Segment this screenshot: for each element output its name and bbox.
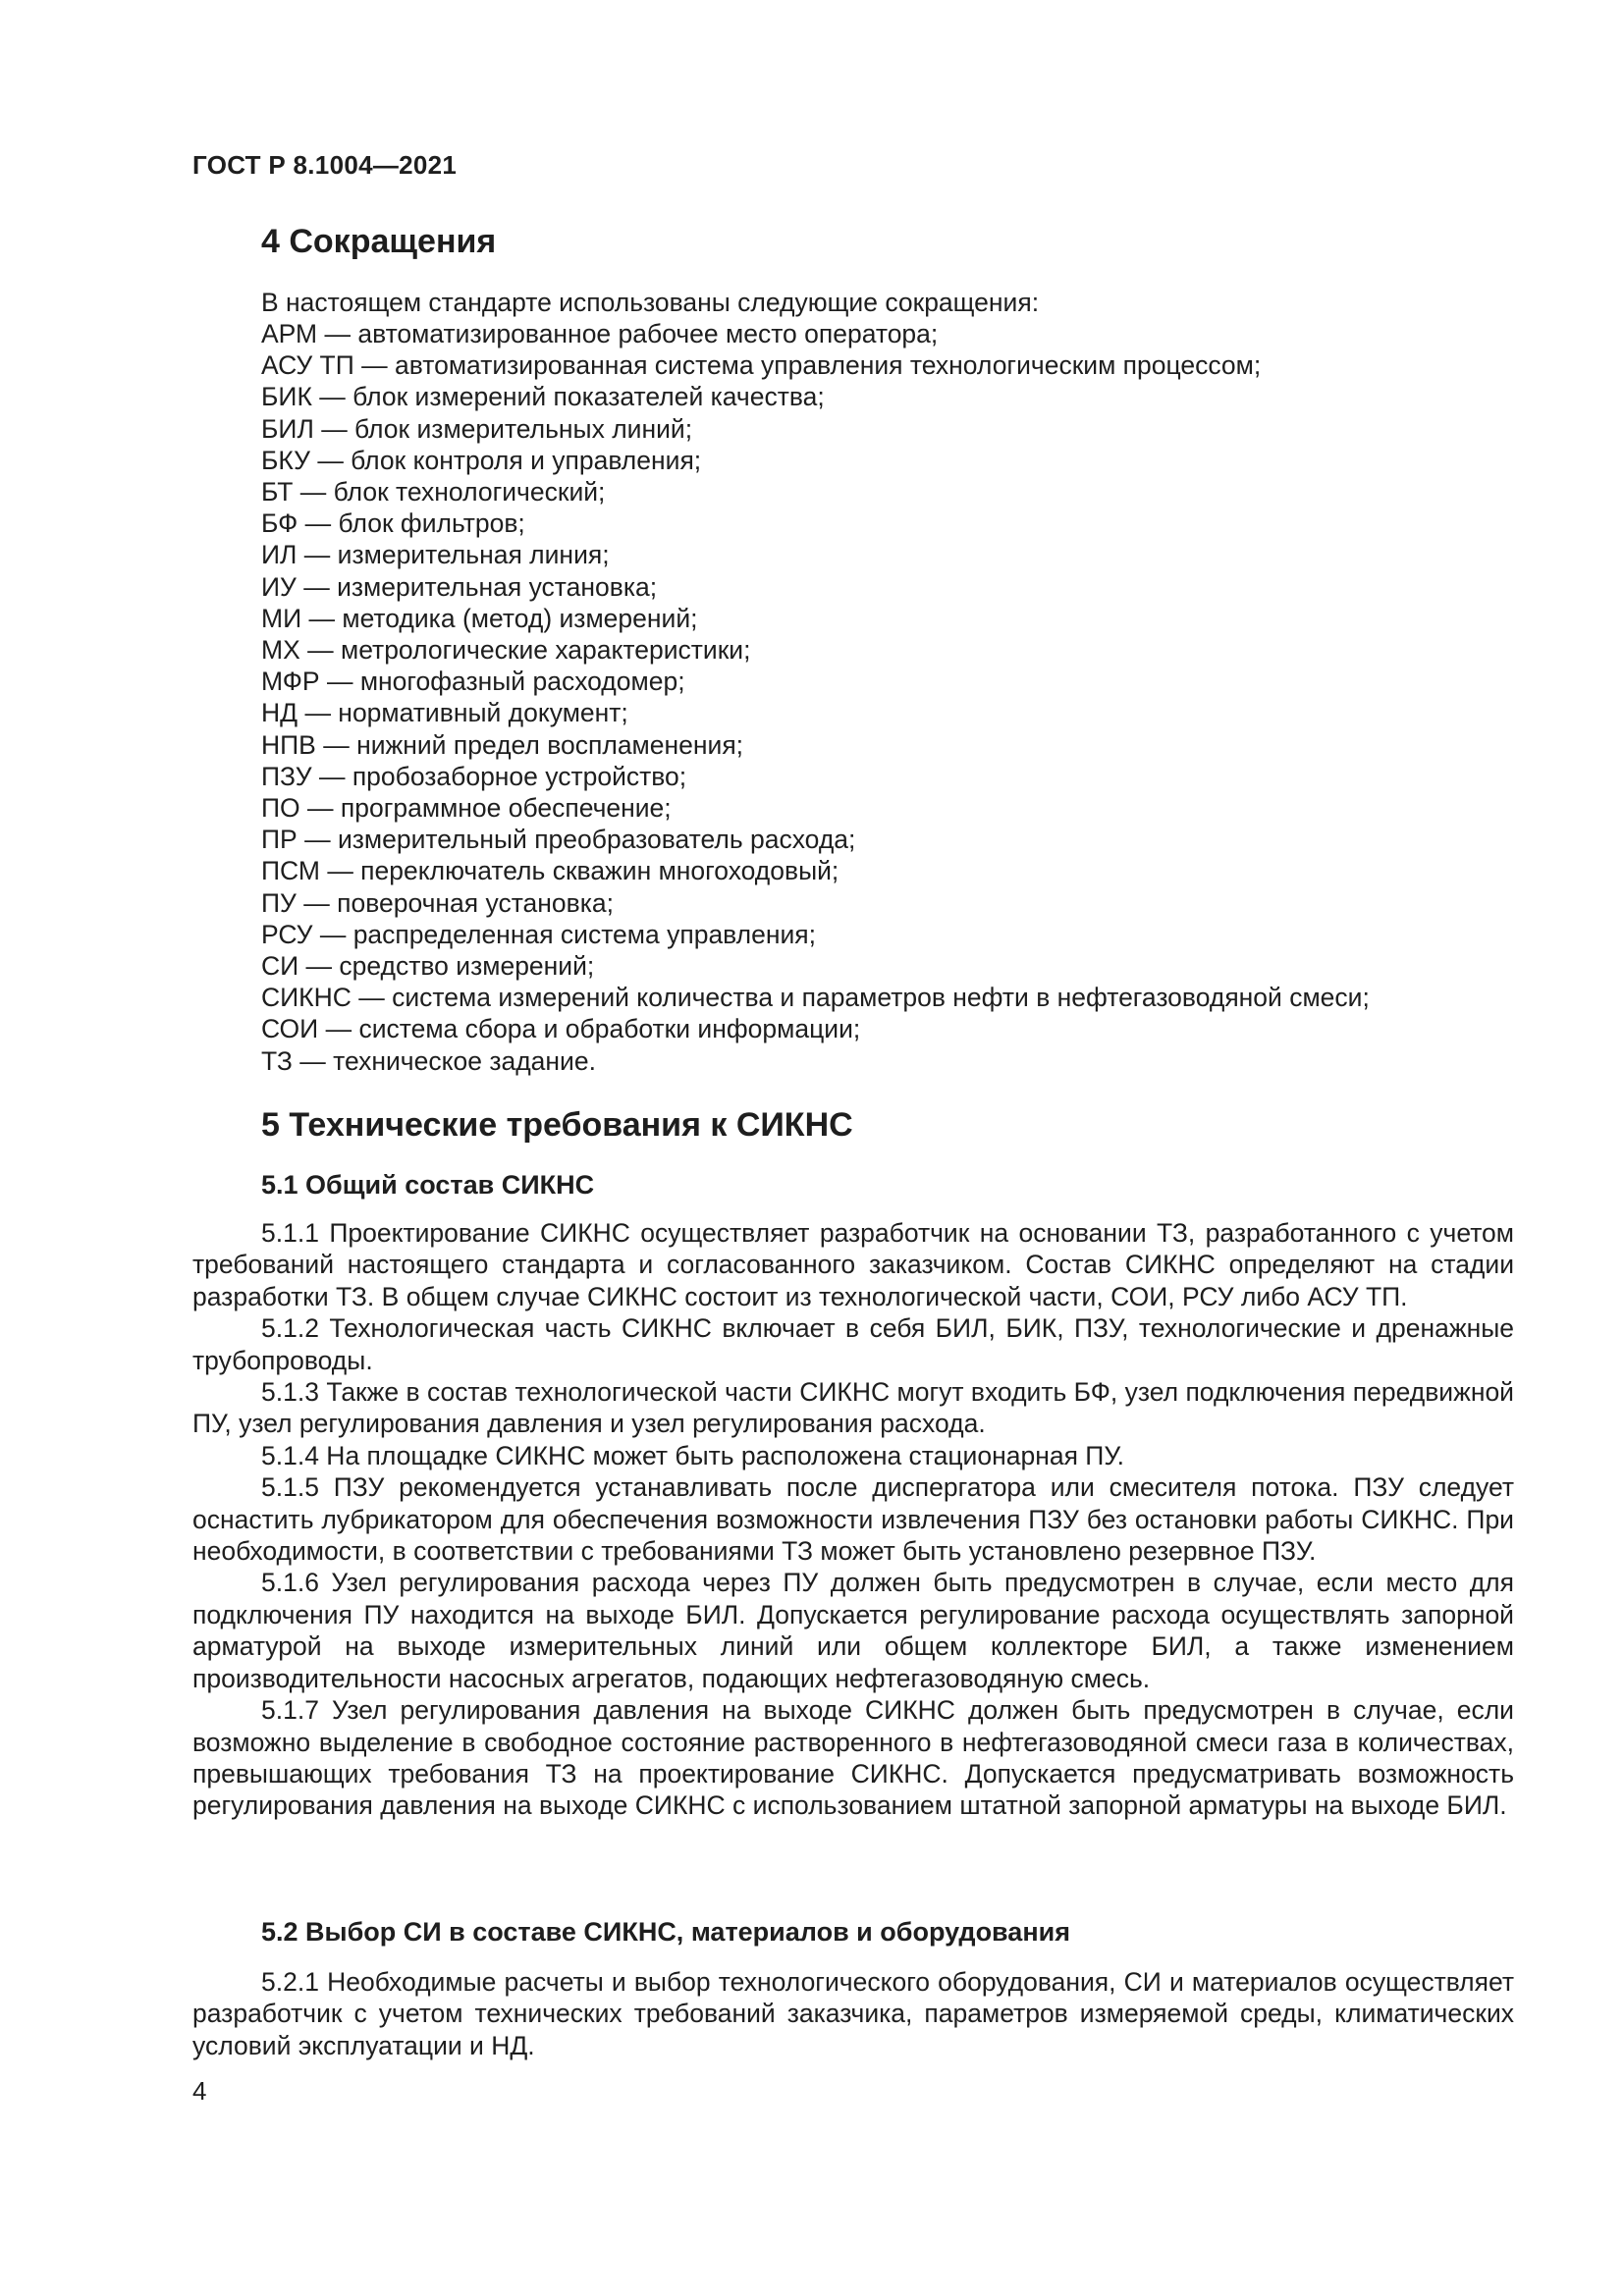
abbreviation-item: ПР — измерительный преобразователь расхода; [261, 825, 856, 855]
section-4-intro: В настоящем стандарте использованы следующие сокращения: [261, 288, 1040, 317]
paragraph: 5.1.4 На площадке СИКНС может быть расположена стационарная ПУ. [261, 1440, 1125, 1470]
abbreviation-item: БКУ — блок контроля и управления; [261, 445, 702, 475]
abbreviation-item: БИЛ — блок измерительных линий; [261, 413, 693, 444]
abbreviation-item: РСУ — распределенная система управления; [261, 919, 817, 949]
abbreviation-item: ИЛ — измерительная линия; [261, 540, 610, 570]
abbreviation-item: ПО — программное обеспечение; [261, 793, 672, 824]
subsection-5-2-heading: 5.2 Выбор СИ в составе СИКНС, материалов и оборудования [261, 1917, 1070, 1947]
subsection-5-1-heading: 5.1 Общий состав СИКНС [261, 1170, 595, 1200]
page-number: 4 [192, 2076, 207, 2106]
abbreviation-item: МИ — методика (метод) измерений; [261, 603, 698, 633]
abbreviation-item: БФ — блок фильтров; [261, 508, 525, 539]
paragraph: 5.1.5 ПЗУ рекомендуется устанавливать после диспергатора или смесителя потока. ПЗУ следует оснастить лубрикатором для обеспечения возможности извлечения ПЗУ без остановки работы СИКНС. При необходимости, в соответствии с требованиями ТЗ может быть установлено резервное ПЗУ. [192, 1472, 1514, 1567]
abbreviation-item: АРМ — автоматизированное рабочее место оператора; [261, 319, 939, 348]
abbreviation-item: МХ — метрологические характеристики; [261, 635, 751, 666]
paragraph: 5.1.1 Проектирование СИКНС осуществляет разработчик на основании ТЗ, разработанного с учетом требований настоящего стандарта и согласованного заказчиком. Состав СИКНС определяют на стадии разработки ТЗ. В общем случае СИКНС состоит из технологической части, СОИ, РСУ либо АСУ ТП. [192, 1218, 1514, 1311]
abbreviation-item: НПВ — нижний предел воспламенения; [261, 729, 744, 760]
section-5-heading: 5 Технические требования к СИКНС [261, 1106, 853, 1144]
abbreviation-item: НД — нормативный документ; [261, 698, 628, 728]
abbreviation-item: СИ — средство измерений; [261, 951, 595, 982]
subsection-5-2-body [192, 1966, 1514, 2061]
abbreviation-item: ПУ — поверочная установка; [261, 887, 615, 918]
paragraph: 5.1.6 Узел регулирования расхода через ПУ должен быть предусмотрен в случае, если место для подключения ПУ находится на выходе БИЛ. Допускается регулирование расхода осуществлять запорной арматурой на выходе измерительных линий или общем коллекторе БИЛ, а также изменением производительности насосных агрегатов, подающих нефтегазоводяную смесь. [192, 1568, 1514, 1693]
paragraph: 5.1.2 Технологическая часть СИКНС включает в себя БИЛ, БИК, ПЗУ, технологические и дренажные трубопроводы. [192, 1313, 1514, 1375]
abbreviation-item: ПСМ — переключатель скважин многоходовый; [261, 856, 839, 886]
abbreviation-item: СИКНС — система измерений количества и параметров нефти в нефтегазоводяной смеси; [261, 983, 1370, 1013]
abbreviation-item: ИУ — измерительная установка; [261, 571, 658, 602]
abbreviation-item: БТ — блок технологический; [261, 477, 606, 507]
section-4-heading: 4 Сокращения [261, 223, 497, 260]
abbreviation-item: СОИ — система сбора и обработки информации; [261, 1014, 861, 1044]
paragraph: 5.2.1 Необходимые расчеты и выбор технологического оборудования, СИ и материалов осуществляет разработчик с учетом технических требований заказчика, параметров измеряемой среды, климатических условий эксплуатации и НД. [192, 1967, 1514, 2060]
paragraph: 5.1.3 Также в состав технологической части СИКНС могут входить БФ, узел подключения передвижной ПУ, узел регулирования давления и узел регулирования расхода. [192, 1377, 1514, 1439]
abbreviation-item: АСУ ТП — автоматизированная система управления технологическим процессом; [261, 350, 1262, 381]
abbreviation-list [261, 318, 1370, 1077]
abbreviation-item: БИК — блок измерений показателей качества; [261, 382, 825, 412]
abbreviation-item: ТЗ — техническое задание. [261, 1045, 596, 1076]
abbreviation-item: ПЗУ — пробозаборное устройство; [261, 761, 687, 791]
standard-code-header: ГОСТ Р 8.1004—2021 [192, 150, 458, 180]
subsection-5-1-body [192, 1217, 1514, 1822]
abbreviation-item: МФР — многофазный расходомер; [261, 667, 685, 697]
paragraph: 5.1.7 Узел регулирования давления на выходе СИКНС должен быть предусмотрен в случае, если возможно выделение в свободное состояние растворенного в нефтегазоводяной смеси газа в количествах, превышающих требования ТЗ на проектирование СИКНС. Допускается предусматривать возможность регулирования давления на выходе СИКНС с использованием штатной запорной арматуры на выходе БИЛ. [192, 1695, 1514, 1821]
